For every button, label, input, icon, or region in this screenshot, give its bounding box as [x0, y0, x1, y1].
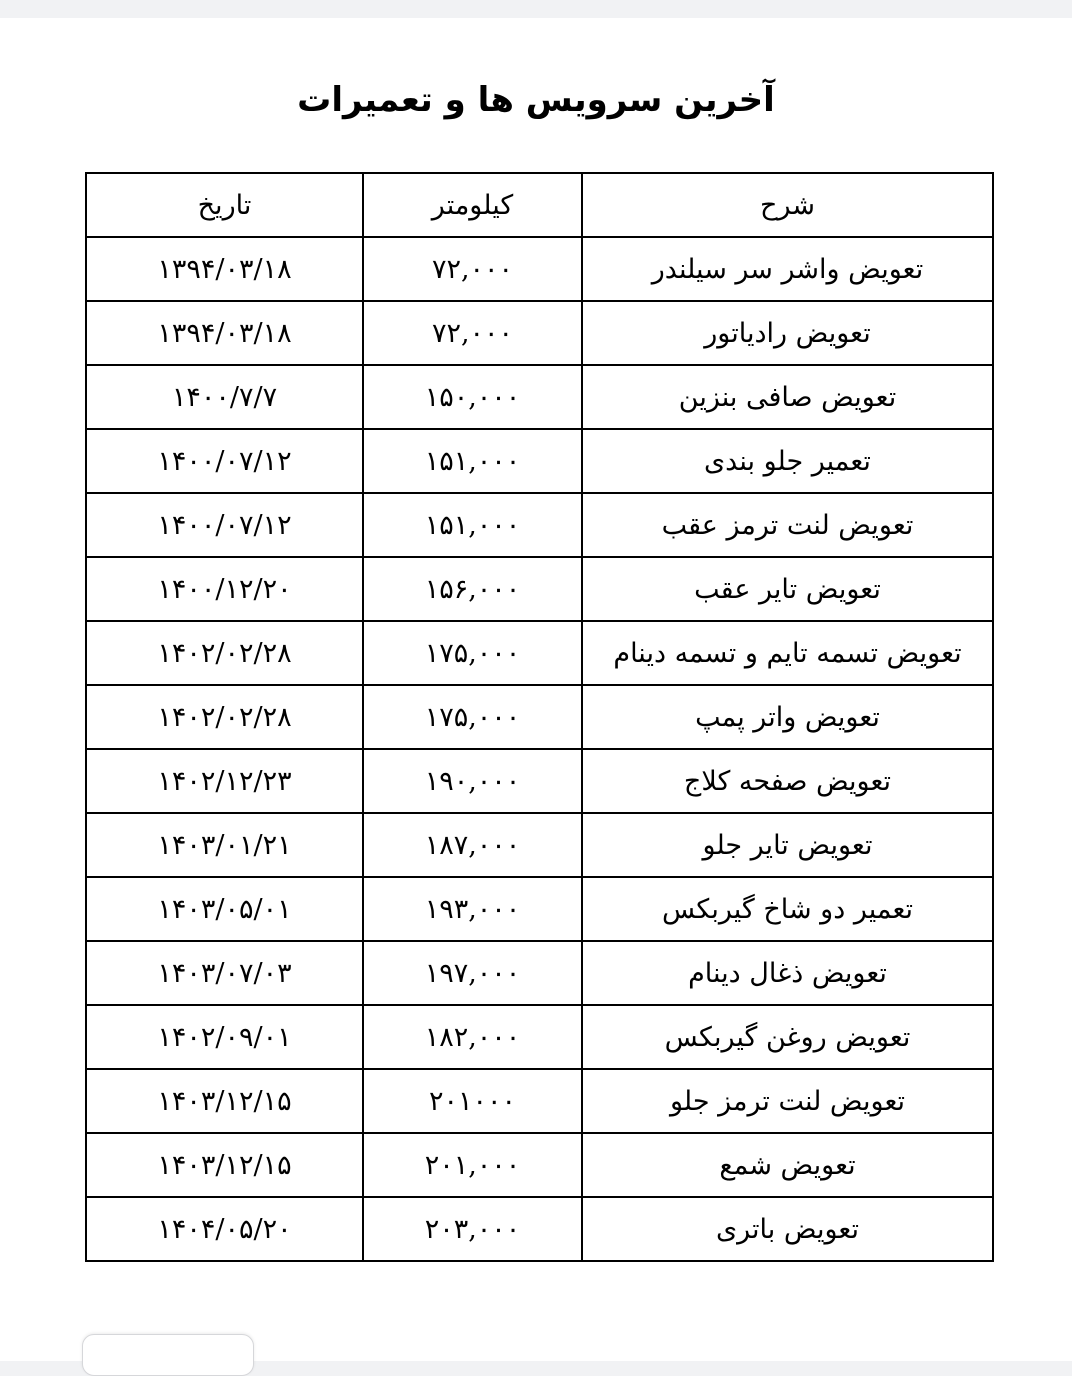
- table-row: [86, 237, 993, 301]
- cell-date: ۱۴۰۳/۰۷/۰۳: [86, 941, 363, 1005]
- cell-description: تعویض روغن گیربکس: [582, 1005, 993, 1069]
- cell-kilometer: ۱۵۱,۰۰۰: [363, 493, 582, 557]
- cell-kilometer: ۷۲,۰۰۰: [363, 301, 582, 365]
- cell-description: تعویض واشر سر سیلندر: [582, 237, 993, 301]
- table-row: [86, 877, 993, 941]
- table-row: [86, 557, 993, 621]
- cell-date: ۱۴۰۲/۰۲/۲۸: [86, 621, 363, 685]
- cell-kilometer: ۱۵۰,۰۰۰: [363, 365, 582, 429]
- table-row: [86, 429, 993, 493]
- cell-description: تعمیر دو شاخ گیربکس: [582, 877, 993, 941]
- table-header-row: [86, 173, 993, 237]
- table-row: [86, 941, 993, 1005]
- table-row: [86, 1197, 993, 1261]
- cell-kilometer: ۷۲,۰۰۰: [363, 237, 582, 301]
- cell-date: ۱۴۰۲/۰۹/۰۱: [86, 1005, 363, 1069]
- cell-kilometer: ۱۵۱,۰۰۰: [363, 429, 582, 493]
- header-date: تاریخ: [86, 173, 363, 237]
- page-title: آخرین سرویس ها و تعمیرات: [297, 80, 775, 120]
- document-page: [0, 18, 1072, 1361]
- cell-date: ۱۴۰۰/۱۲/۲۰: [86, 557, 363, 621]
- cell-kilometer: ۱۵۶,۰۰۰: [363, 557, 582, 621]
- cell-kilometer: ۱۸۲,۰۰۰: [363, 1005, 582, 1069]
- cell-kilometer: ۱۷۵,۰۰۰: [363, 621, 582, 685]
- cell-kilometer: ۱۷۵,۰۰۰: [363, 685, 582, 749]
- cell-date: ۱۴۰۲/۰۲/۲۸: [86, 685, 363, 749]
- cell-description: تعویض باتری: [582, 1197, 993, 1261]
- cell-kilometer: ۲۰۱,۰۰۰: [363, 1133, 582, 1197]
- cell-kilometer: ۱۹۳,۰۰۰: [363, 877, 582, 941]
- cell-date: ۱۳۹۴/۰۳/۱۸: [86, 237, 363, 301]
- service-history-table: [85, 172, 994, 1262]
- table-row: [86, 1133, 993, 1197]
- cell-kilometer: ۲۰۱۰۰۰: [363, 1069, 582, 1133]
- cell-description: تعویض تسمه تایم و تسمه دینام: [582, 621, 993, 685]
- table-row: [86, 813, 993, 877]
- cell-kilometer: ۱۸۷,۰۰۰: [363, 813, 582, 877]
- cell-description: تعویض شمع: [582, 1133, 993, 1197]
- cell-date: ۱۴۰۰/۰۷/۱۲: [86, 429, 363, 493]
- cell-date: ۱۳۹۴/۰۳/۱۸: [86, 301, 363, 365]
- table-row: [86, 301, 993, 365]
- cell-date: ۱۴۰۴/۰۵/۲۰: [86, 1197, 363, 1261]
- cell-description: تعویض صافی بنزین: [582, 365, 993, 429]
- cell-date: ۱۴۰۰/۰۷/۱۲: [86, 493, 363, 557]
- table-row: [86, 1069, 993, 1133]
- cell-description: تعویض رادیاتور: [582, 301, 993, 365]
- cell-description: تعویض صفحه کلاج: [582, 749, 993, 813]
- table-row: [86, 493, 993, 557]
- cell-date: ۱۴۰۳/۰۵/۰۱: [86, 877, 363, 941]
- table-row: [86, 365, 993, 429]
- bottom-tab-edge[interactable]: [82, 1334, 254, 1376]
- table-row: [86, 1005, 993, 1069]
- cell-description: تعویض تایر جلو: [582, 813, 993, 877]
- cell-date: ۱۴۰۳/۰۱/۲۱: [86, 813, 363, 877]
- cell-kilometer: ۱۹۰,۰۰۰: [363, 749, 582, 813]
- cell-date: ۱۴۰۰/۷/۷: [86, 365, 363, 429]
- cell-date: ۱۴۰۳/۱۲/۱۵: [86, 1069, 363, 1133]
- cell-date: ۱۴۰۳/۱۲/۱۵: [86, 1133, 363, 1197]
- cell-description: تعویض ذغال دینام: [582, 941, 993, 1005]
- cell-description: تعمیر جلو بندی: [582, 429, 993, 493]
- cell-kilometer: ۱۹۷,۰۰۰: [363, 941, 582, 1005]
- header-description: شرح: [582, 173, 993, 237]
- cell-description: تعویض لنت ترمز جلو: [582, 1069, 993, 1133]
- cell-description: تعویض واتر پمپ: [582, 685, 993, 749]
- table-row: [86, 685, 993, 749]
- cell-description: تعویض تایر عقب: [582, 557, 993, 621]
- table-row: [86, 749, 993, 813]
- cell-kilometer: ۲۰۳,۰۰۰: [363, 1197, 582, 1261]
- table-row: [86, 621, 993, 685]
- header-kilometer: کیلومتر: [363, 173, 582, 237]
- cell-date: ۱۴۰۲/۱۲/۲۳: [86, 749, 363, 813]
- cell-description: تعویض لنت ترمز عقب: [582, 493, 993, 557]
